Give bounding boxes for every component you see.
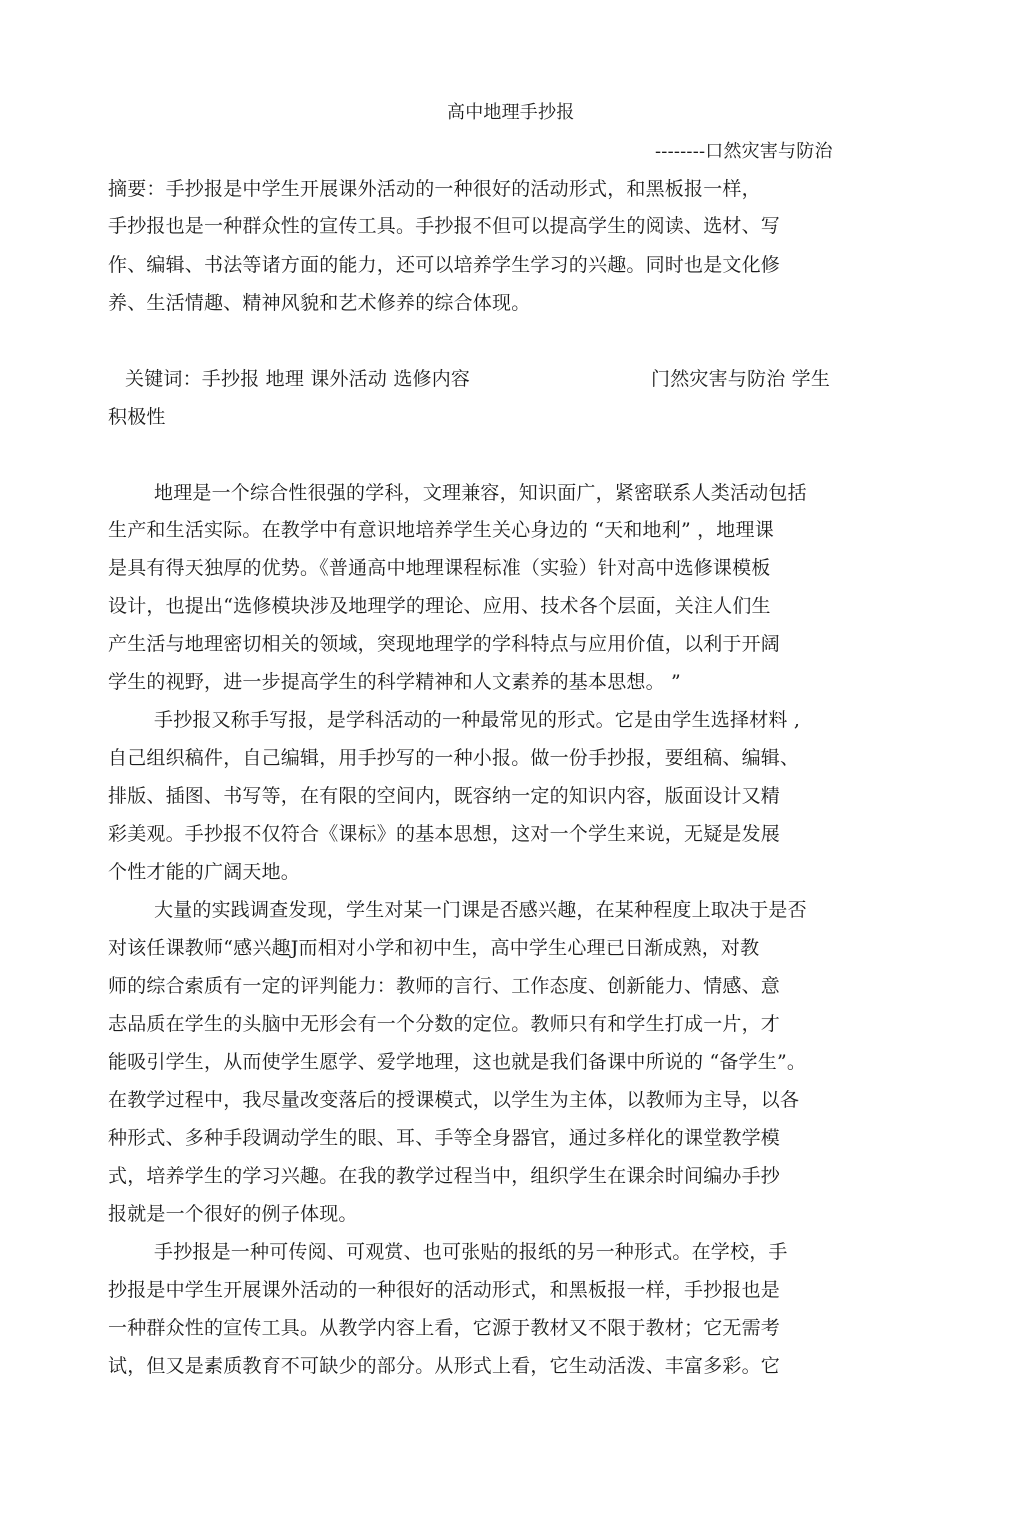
document-title: 高中地理手抄报	[447, 102, 575, 123]
body-line: 手抄报是一种可传阅、可观赏、也可张贴的报纸的另一种形式。在学校，手	[154, 1241, 788, 1263]
body-line: 手抄报又称手写报，是学科活动的一种最常见的形式。它是由学生选择材料 ,	[154, 709, 801, 731]
body-line: 学生的视野，进一步提高学生的科学精神和人文素养的基本思想。 ”	[108, 671, 681, 693]
abstract-line: 作、编辑、书法等诸方面的能力，还可以培养学生学习的兴趣。同时也是文化修	[108, 254, 781, 276]
body-line: 抄报是中学生开展课外活动的一种很好的活动形式，和黑板报一样，手抄报也是	[108, 1279, 781, 1301]
body-line: 试，但又是素质教育不可缺少的部分。从形式上看，它生动活泼、丰富多彩。它	[108, 1355, 781, 1377]
body-line: 种形式、多种手段调动学生的眼、耳、手等全身器官，通过多样化的课堂教学模	[108, 1127, 781, 1149]
body-line: 彩美观。手抄报不仅符合《课标》的基本思想，这对一个学生来说，无疑是发展	[108, 823, 781, 845]
body-line: 能吸引学生，从而使学生愿学、爱学地理，这也就是我们备课中所说的 “备学生”。	[108, 1051, 807, 1073]
body-line: 对该任课教师“感兴趣J而相对小学和初中生，高中学生心理已日渐成熟，对教	[108, 937, 760, 959]
body-line: 是具有得天独厚的优势。《普通高中地理课程标准（实验）针对高中选修课模板	[108, 557, 771, 579]
body-line: 一种群众性的宣传工具。从教学内容上看，它源于教材又不限于教材；它无需考	[108, 1317, 781, 1339]
body-line: 地理是一个综合性很强的学科，文理兼容，知识面广，紧密联系人类活动包括	[154, 482, 807, 504]
body-line: 大量的实践调查发现，学生对某一门课是否感兴趣，在某种程度上取决于是否	[154, 899, 807, 921]
abstract-line: 手抄报也是一种群众性的宣传工具。手抄报不但可以提高学生的阅读、选材、写	[108, 215, 781, 237]
body-line: 个性才能的广阔天地。	[108, 861, 301, 883]
body-line: 排版、插图、书写等，在有限的空间内，既容纳一定的知识内容，版面设计又精	[108, 785, 781, 807]
body-line: 生产和生活实际。在教学中有意识地培养学生关心身边的 “天和地利” ，地理课	[108, 519, 774, 541]
body-line: 报就是一个很好的例子体现。	[108, 1203, 358, 1225]
body-line: 在教学过程中，我尽量改变落后的授课模式，以学生为主体，以教师为主导，以各	[108, 1089, 800, 1111]
abstract-line: 摘要：手抄报是中学生开展课外活动的一种很好的活动形式，和黑板报一样，	[108, 178, 761, 200]
body-line: 自己组织稿件，自己编辑，用手抄写的一种小报。做一份手抄报，要组稿、编辑、	[108, 747, 800, 769]
keywords-right: 门然灾害与防治 学生	[651, 368, 831, 390]
body-line: 式，培养学生的学习兴趣。在我的教学过程当中，组织学生在课余时间编办手抄	[108, 1165, 781, 1187]
keywords-continued: 积极性	[108, 406, 166, 428]
document-subtitle: --------口然灾害与防治	[655, 141, 833, 162]
abstract-line: 养、生活情趣、精神风貌和艺术修养的综合体现。	[108, 292, 531, 314]
body-line: 产生活与地理密切相关的领域，突现地理学的学科特点与应用价值，以利于开阔	[108, 633, 781, 655]
body-line: 志品质在学生的头脑中无形会有一个分数的定位。教师只有和学生打成一片，才	[108, 1013, 781, 1035]
body-line: 师的综合索质有一定的评判能力：教师的言行、工作态度、创新能力、情感、意	[108, 975, 781, 997]
keywords-left: 关键词：手抄报 地理 课外活动 选修内容	[125, 368, 471, 390]
body-line: 设计，也提出“选修模块涉及地理学的理论、应用、技术各个层面，关注人们生	[108, 595, 771, 617]
